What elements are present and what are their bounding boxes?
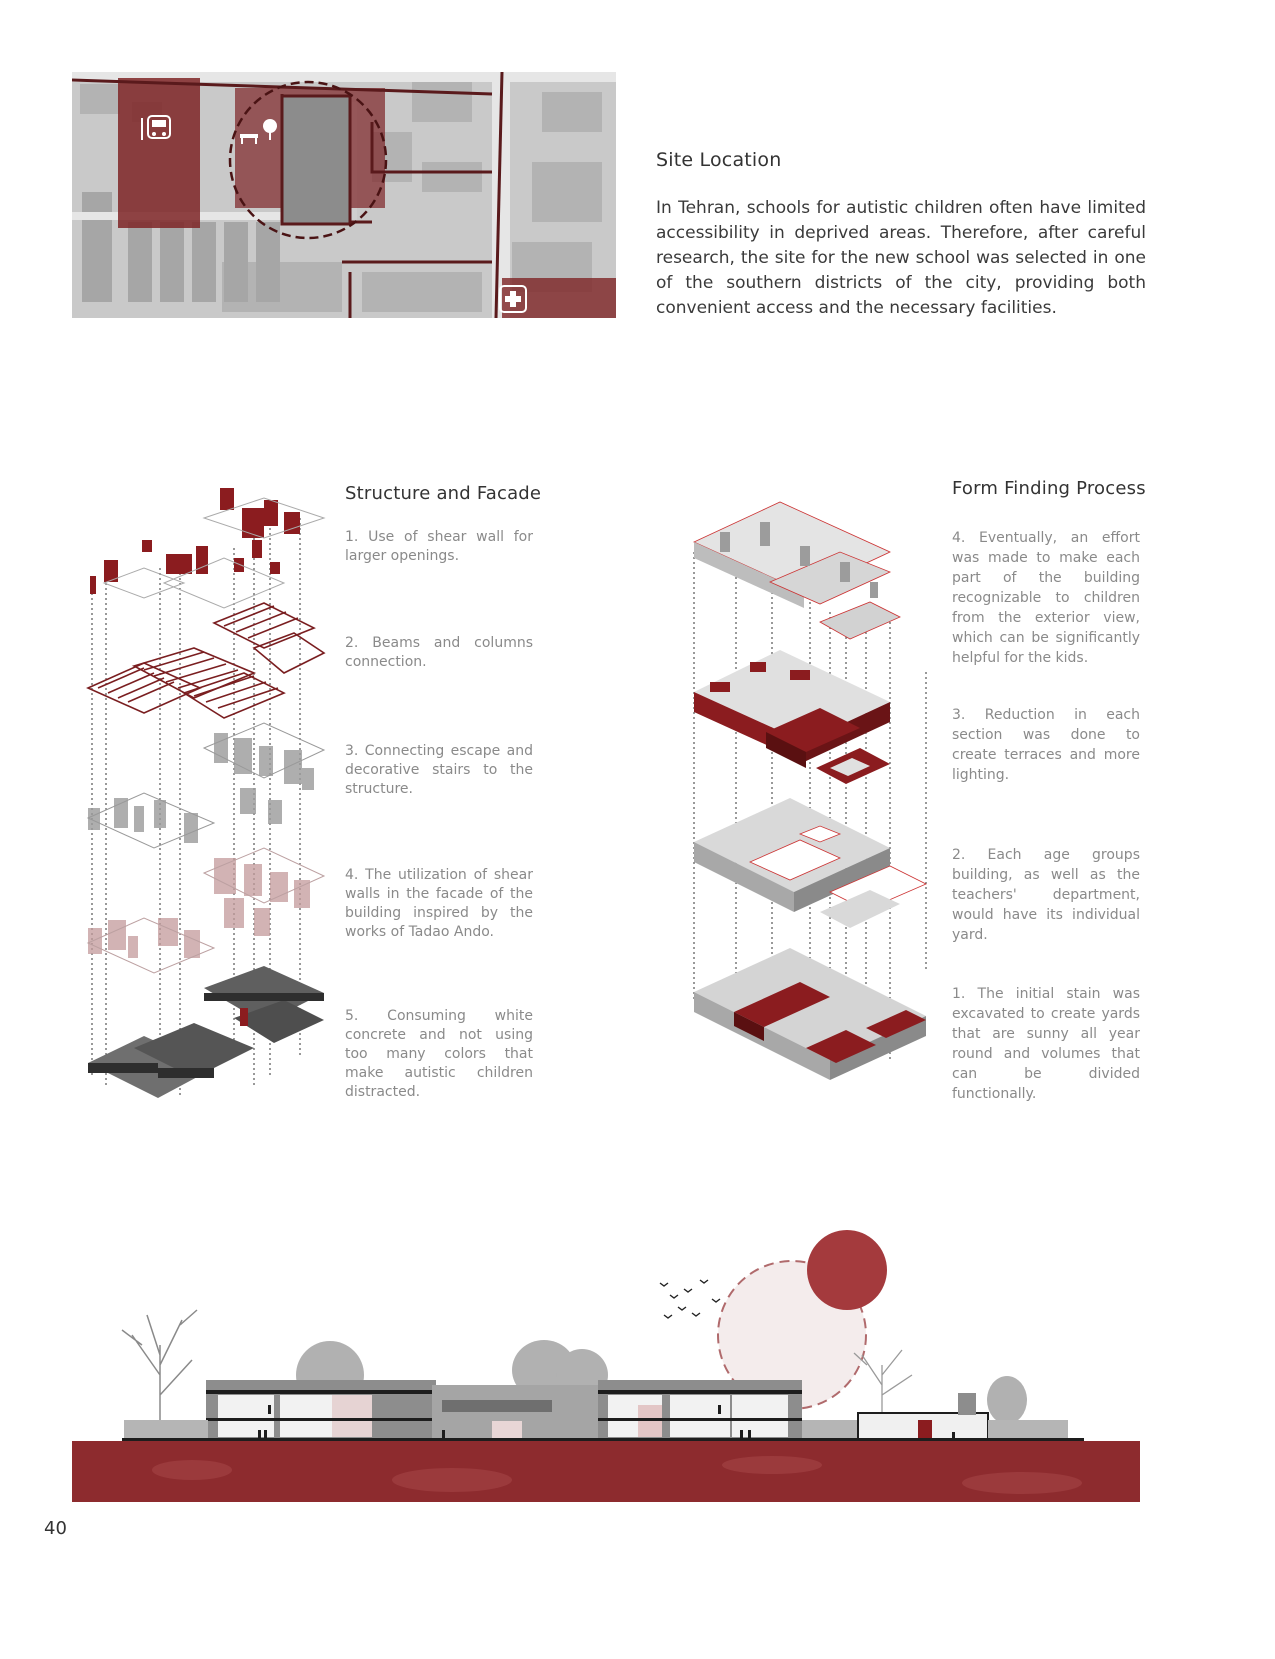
form-step-4: 4. Eventually, an effort was made to make each part of the building recognizable to children from the exterior view, which can be significantly helpful for the kids. [952, 530, 1140, 666]
structure-axonometric [84, 488, 334, 1114]
form-step-2: 2. Each age groups building, as well as the teachers' department, would have its individual yard. [952, 847, 1140, 943]
site-map-drawing [72, 72, 616, 318]
section-drawing [72, 1225, 1140, 1502]
site-location-text: In Tehran, schools for autistic children often have limited accessibility in deprived areas. Therefore, after careful research, the site for the new school was selected in one of the southern districts of the city, providing both convenient access and the necessary facilities. [656, 198, 1146, 318]
structure-step-4: 4. The utilization of shear walls in the facade of the building inspired by the works of Tadao Ando. [345, 867, 533, 940]
sun [807, 1230, 887, 1310]
page-number: 40 [44, 1518, 67, 1539]
structure-exploded-diagram [84, 488, 334, 1114]
form-finding-heading: Form Finding Process [952, 478, 1146, 499]
form-step-1: 1. The initial stain was excavated to create yards that are sunny all year round and volumes that can be divided functionally. [952, 986, 1140, 1102]
birds [660, 1280, 720, 1318]
building-block-left [206, 1380, 436, 1440]
ground [72, 1441, 1140, 1502]
building-block-right [598, 1380, 802, 1440]
building-section [72, 1225, 1140, 1502]
form-step-3: 3. Reduction in each section was done to create terraces and more lighting. [952, 707, 1140, 783]
form-finding-axonometric [690, 492, 940, 1112]
structure-heading: Structure and Facade [345, 483, 542, 504]
structure-step-5: 5. Consuming white concrete and not using too many colors that make autistic children distracted. [345, 1008, 533, 1100]
site-map [72, 72, 616, 318]
form-finding-diagram [690, 492, 940, 1112]
structure-step-2: 2. Beams and columns connection. [345, 635, 533, 670]
structure-step-1: 1. Use of shear wall for larger openings. [345, 529, 533, 564]
structure-step-3: 3. Connecting escape and decorative stairs to the structure. [345, 743, 533, 797]
site-location-heading: Site Location [656, 149, 782, 171]
